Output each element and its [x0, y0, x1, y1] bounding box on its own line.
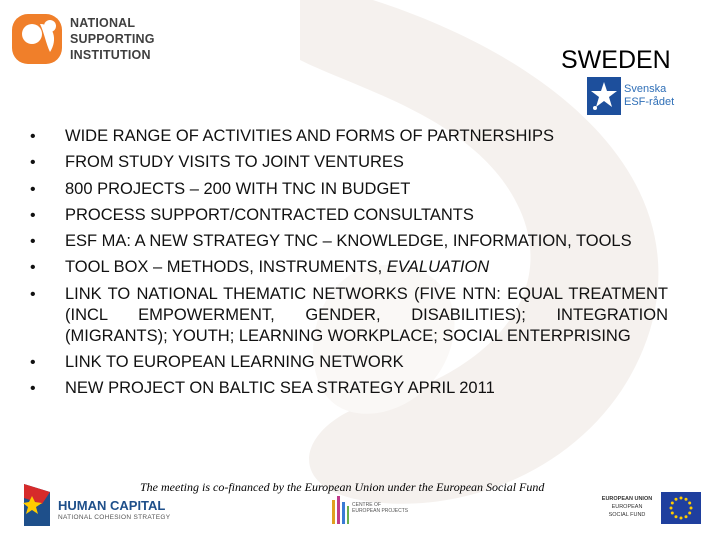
cep-line: CENTRE OF — [352, 502, 381, 508]
esf-council-name — [624, 83, 674, 109]
esf-star-icon — [587, 77, 621, 115]
bullet-item — [0, 126, 668, 147]
bullet-italic-text: EVALUATION — [386, 258, 490, 277]
bullet-text: WIDE RANGE OF ACTIVITIES AND FORMS OF PARTNERSHIPS — [65, 127, 554, 145]
bullet-list — [0, 126, 720, 405]
eu-flag-icon — [661, 492, 701, 524]
nsi-line: SUPPORTING — [70, 32, 155, 46]
cep-mark-icon — [330, 494, 350, 528]
bullet-text: 800 PROJECTS – 200 WITH TNC IN BUDGET — [65, 179, 411, 198]
bullet-item — [0, 284, 668, 347]
human-capital-title: HUMAN CAPITAL — [58, 498, 166, 513]
human-capital-flag-icon — [22, 482, 54, 528]
page-title: SWEDEN — [561, 46, 671, 74]
nsi-org-name — [70, 15, 155, 63]
nsi-logo-icon — [10, 10, 66, 66]
cep-logo — [330, 494, 410, 528]
bullet-item — [0, 152, 668, 173]
bullet-text: ESF MA: A NEW STRATEGY TNC – KNOWLEDGE, INFORMATION, TOOLS — [65, 232, 632, 251]
bullet-text: FROM STUDY VISITS TO JOINT VENTURES — [65, 153, 404, 172]
bullet-item — [0, 352, 668, 373]
bullet-text: PROCESS SUPPORT/CONTRACTED CONSULTANTS — [65, 205, 474, 224]
nsi-line: INSTITUTION — [70, 48, 151, 62]
bullet-item — [0, 231, 668, 252]
nsi-line: NATIONAL — [70, 16, 136, 30]
bullet-text: NEW PROJECT ON BALTIC SEA STRATEGY APRIL 2011 — [65, 379, 495, 398]
eu-esf-logo — [595, 492, 710, 526]
eu-line: SOCIAL FUND — [608, 512, 646, 518]
esf-line: ESF-rådet — [624, 96, 675, 108]
cep-name — [352, 502, 408, 514]
bullet-item — [0, 205, 668, 226]
eu-line: EUROPEAN — [611, 504, 643, 510]
human-capital-subtitle: NATIONAL COHESION STRATEGY — [58, 514, 171, 521]
cofinancing-note: The meeting is co-financed by the European Union under the European Social Fund — [140, 480, 545, 494]
esf-council-logo — [587, 77, 675, 115]
eu-text — [595, 495, 659, 519]
bullet-text: TOOL BOX – METHODS, INSTRUMENTS, — [65, 258, 387, 277]
bullet-item — [0, 179, 668, 200]
human-capital-logo — [22, 482, 171, 528]
esf-line: Svenska — [624, 83, 667, 95]
eu-line: EUROPEAN UNION — [601, 496, 653, 502]
bullet-item — [0, 257, 668, 278]
bullet-item — [0, 378, 668, 399]
bullet-text: LINK TO EUROPEAN LEARNING NETWORK — [65, 353, 404, 372]
bullet-text: LINK TO NATIONAL THEMATIC NETWORKS (FIVE NTN: EQUAL TREATMENT (INCL EMPOWERMENT, GENDER, DISABILITIES); INTEGRATION (MIGRANTS); YOUTH; LEARNING WORKPLACE; SOCIAL ENTERPRISING — [65, 284, 668, 345]
cep-line: EUROPEAN PROJECTS — [352, 508, 409, 514]
